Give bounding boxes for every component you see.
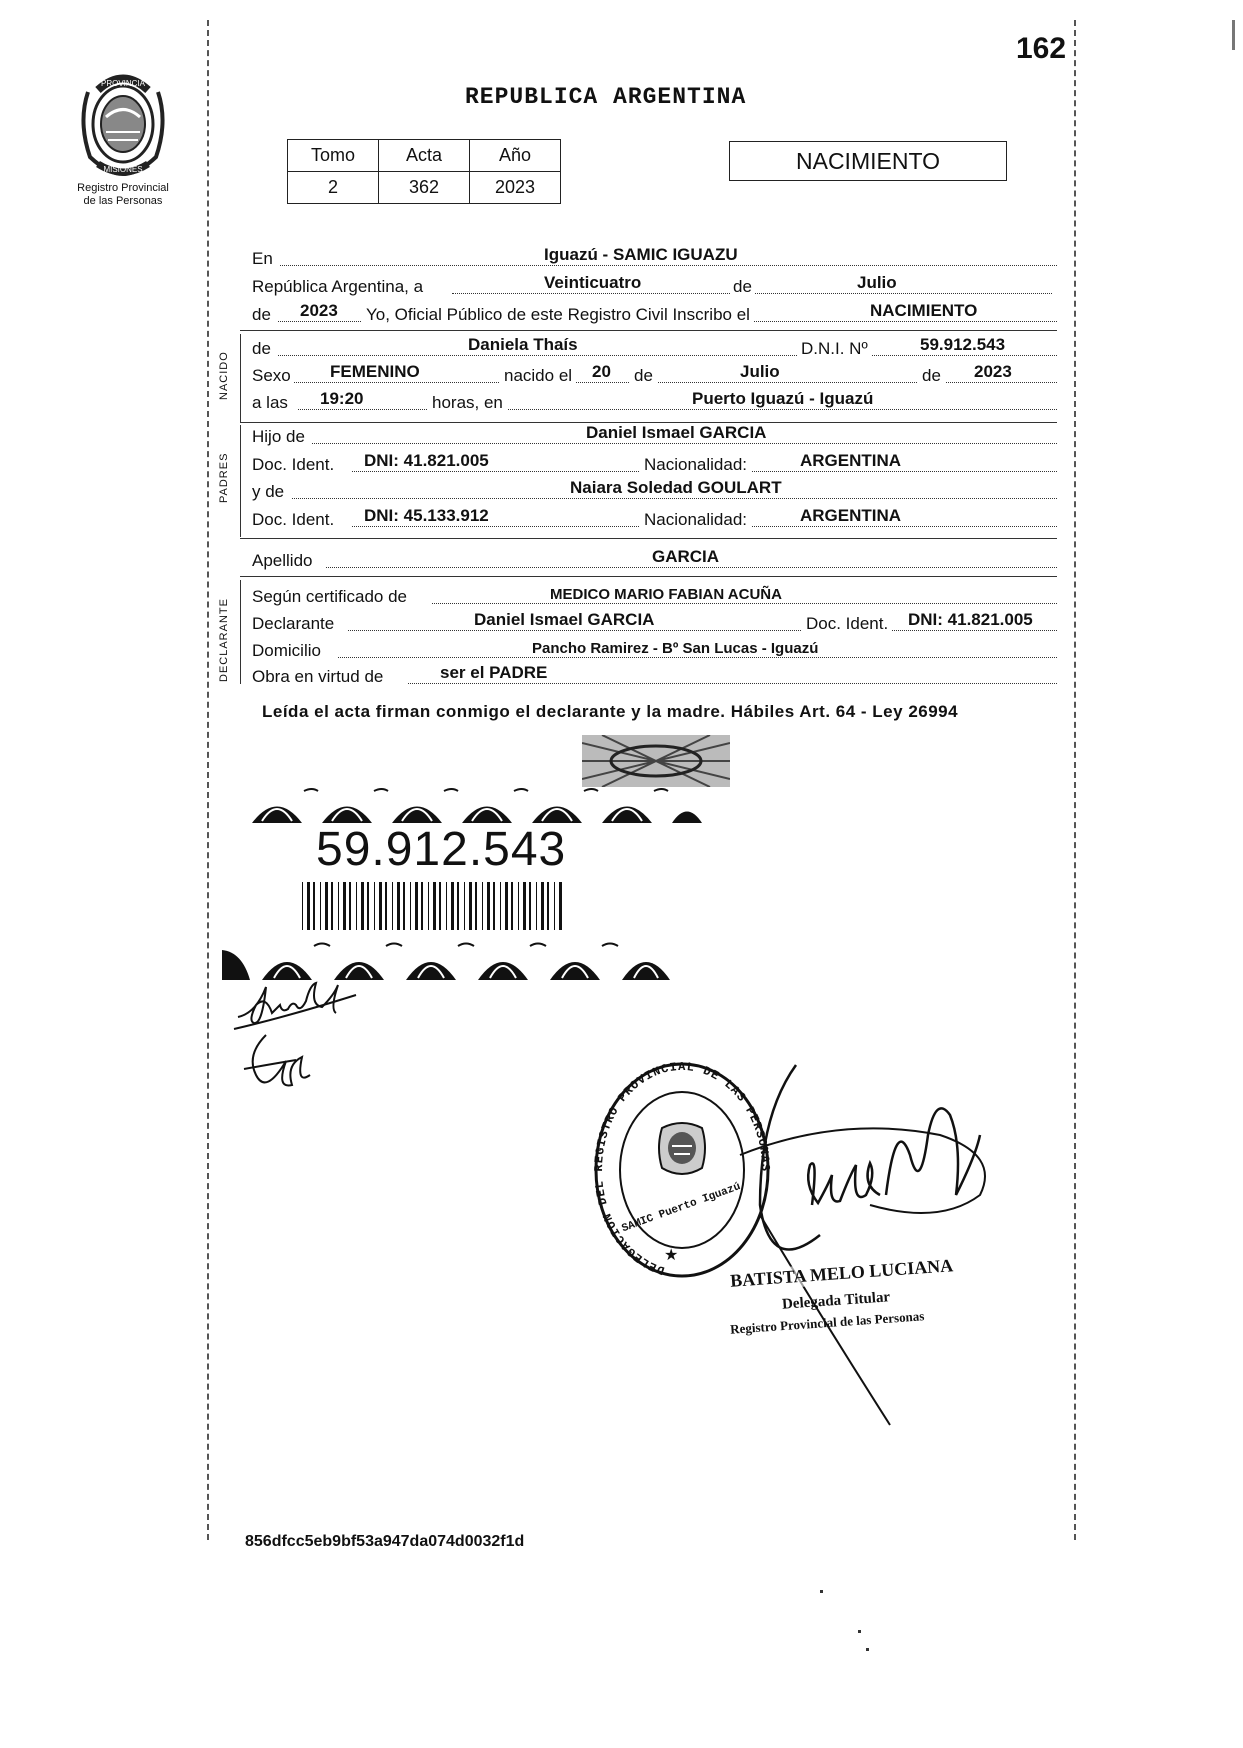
official-name: BATISTA MELO LUCIANA [729,1255,954,1291]
declarante-bar [240,580,241,684]
row-nombre [252,333,1057,361]
value-mes: Julio [857,273,897,292]
large-dni-number: 59.912.543 [316,823,567,876]
label-nacionalidad: Nacionalidad: [640,455,751,475]
declarant-signature [226,965,366,1115]
provincial-logo [68,62,178,208]
security-strip-top [222,785,702,825]
barcode-bar [415,882,418,930]
barcode-bar [446,882,447,930]
value-certificado: MEDICO MARIO FABIAN ACUÑA [550,586,782,603]
dots [432,603,1057,604]
barcode-bar [307,882,310,930]
barcode-bar [392,882,393,930]
padres-bar [240,425,241,537]
barcode-bar [505,882,508,930]
label-de: de [252,305,271,324]
row-apellido [252,545,1057,573]
barcode-bar [554,882,555,930]
label-doc-ident: Doc. Ident. [252,455,335,474]
table-value-tomo: 2 [288,172,379,204]
barcode-bar [349,882,351,930]
barcode-bar [313,882,315,930]
label-nacionalidad: Nacionalidad: [640,510,751,530]
label-y-de: y de [252,482,285,501]
barcode-bar [475,882,477,930]
barcode-bar [547,882,549,930]
value-madre-nac: ARGENTINA [800,506,902,525]
barcode-bar [361,882,364,930]
official-org: Registro Provincial de las Personas [729,1308,925,1337]
document-title: REPUBLICA ARGENTINA [465,84,747,110]
value-nac-anio: 2023 [974,362,1012,381]
value-lugar-nac: Puerto Iguazú - Iguazú [692,389,874,408]
label-dni: D.N.I. Nº [797,339,872,359]
acta-type-box: NACIMIENTO [729,141,1007,181]
row-certificado [252,581,1057,609]
label-nacido-el: nacido el [500,366,576,386]
value-madre: Naiara Soledad GOULART [570,478,782,497]
row-domicilio [252,635,1057,663]
stamp-seal-icon [659,1123,705,1174]
row-sexo [252,360,1057,388]
barcode-bar [500,882,501,930]
dots [298,409,1057,410]
barcode-bar [469,882,472,930]
value-lugar: Iguazú - SAMIC IGUAZU [544,245,738,264]
scan-mark [1232,20,1235,50]
label-obra: Obra en virtud de [252,667,384,686]
label-segun: Según certificado de [252,587,407,606]
table-header-anio: Año [470,140,561,172]
label-de: de [918,366,945,386]
dots [326,567,1057,568]
row-inscripcion [252,299,1057,327]
label-declarante: Declarante [252,614,335,633]
label-yo-oficial: Yo, Oficial Público de este Registro Civil Inscribo el [362,305,754,325]
barcode-bar [541,882,544,930]
label-de: de [630,366,657,386]
value-padre: Daniel Ismael GARCIA [586,423,767,442]
dots [338,657,1057,658]
barcode-bar [433,882,436,930]
section-separator [240,330,1057,331]
row-padre [252,421,1057,449]
barcode-bar [302,882,303,930]
row-hora [252,387,1057,415]
barcode-bar [331,882,333,930]
table-value-acta: 362 [379,172,470,204]
value-apellido: GARCIA [652,547,720,566]
label-doc-ident: Doc. Ident. [252,510,335,529]
value-dni: 59.912.543 [920,335,1006,354]
section-label-declarante: DECLARANTE [218,598,230,682]
barcode-bar [493,882,495,930]
table-header-tomo: Tomo [288,140,379,172]
barcode-bar [518,882,519,930]
value-declarante: Daniel Ismael GARCIA [474,610,655,629]
barcode-icon [302,882,564,930]
barcode-bar [320,882,321,930]
barcode-bar [397,882,400,930]
dots [280,265,1057,266]
value-padre-nac: ARGENTINA [800,451,902,470]
label-domicilio: Domicilio [252,641,321,660]
barcode-bar [410,882,411,930]
value-domicilio: Pancho Ramirez - Bº San Lucas - Iguazú [532,640,819,657]
row-lugar [252,243,1057,271]
document-hash: 856dfcc5eb9bf53a947da074d0032f1d [245,1533,525,1550]
row-fecha [252,271,1057,299]
dots [408,683,1057,684]
registry-table [287,139,561,204]
barcode-bar [421,882,423,930]
section-label-padres: PADRES [218,452,230,503]
logo-caption-line1: Registro Provincial [77,182,169,194]
barcode-bar [379,882,382,930]
row-madre [252,476,1057,504]
barcode-bar [374,882,375,930]
label-de: de [252,339,271,358]
svg-text:MISIONES: MISIONES [103,165,143,174]
value-nac-mes: Julio [740,362,780,381]
row-madre-doc [252,504,1057,532]
label-apellido: Apellido [252,551,313,570]
right-margin-line [1074,20,1076,1540]
barcode-bar [385,882,387,930]
scan-mark [820,1590,823,1593]
star-icon: ★ [664,1247,679,1264]
value-hora: 19:20 [320,389,364,408]
barcode-bar [343,882,346,930]
row-virtud [252,661,1057,689]
barcode-bar [439,882,441,930]
label-hijo-de: Hijo de [252,427,305,446]
dots [312,443,1057,444]
dots [292,498,1057,499]
label-republica: República Argentina, a [252,277,424,296]
dots [278,355,1057,356]
barcode-bar [338,882,339,930]
value-dia-texto: Veinticuatro [544,273,642,292]
label-doc-ident: Doc. Ident. [802,614,892,634]
barcode-bar [325,882,328,930]
barcode-bar [511,882,513,930]
nacido-bar [240,334,241,422]
value-madre-doc: DNI: 45.133.912 [364,506,489,525]
value-anio: 2023 [300,301,338,320]
barcode-bar [356,882,357,930]
svg-text:PROVINCIA: PROVINCIA [100,79,146,88]
label-de: de [730,277,755,297]
section-separator [240,538,1057,539]
value-tipo: NACIMIENTO [870,301,978,320]
closing-statement: Leída el acta firman conmigo el declarante y la madre. Hábiles Art. 64 - Ley 26994 [262,702,959,721]
barcode-bar [487,882,490,930]
barcode-bar [367,882,369,930]
barcode-bar [403,882,405,930]
barcode-bar [482,882,483,930]
barcode-bar [536,882,537,930]
barcode-bar [559,882,562,930]
section-separator [240,576,1057,577]
scan-mark [866,1648,869,1651]
barcode-bar [464,882,465,930]
barcode-bar [529,882,531,930]
barcode-bar [457,882,459,930]
value-virtud: ser el PADRE [440,663,548,682]
left-margin-line [207,20,209,1540]
row-declarante [252,608,1057,636]
page-number: 162 [1016,32,1067,65]
official-role: Delegada Titular [781,1289,891,1313]
stamp-inner-text: SAMIC Puerto Iguazú [620,1181,743,1236]
value-declarante-doc: DNI: 41.821.005 [908,610,1033,629]
dots [348,630,1057,631]
stamp-ring-text: DELEGACION DEL REGISTRO PROVINCIAL DE LAS PERSONAS [592,1060,772,1278]
barcode-bar [523,882,526,930]
table-value-anio: 2023 [470,172,561,204]
value-sexo: FEMENINO [330,362,420,381]
label-sexo: Sexo [252,366,291,385]
misiones-seal-icon [68,62,178,177]
scan-mark [858,1630,861,1633]
barcode-bar [428,882,429,930]
barcode-bar [451,882,454,930]
label-horas-en: horas, en [428,393,507,413]
value-padre-doc: DNI: 41.821.005 [364,451,489,470]
label-a-las: a las [252,393,288,412]
table-header-acta: Acta [379,140,470,172]
label-en: En [252,249,273,268]
section-label-nacido: NACIDO [218,351,230,400]
security-pattern-icon [582,735,730,787]
logo-caption-line2: de las Personas [83,195,163,207]
value-nombre: Daniela Thaís [468,335,578,354]
official-signature [700,1055,1020,1435]
row-padre-doc [252,449,1057,477]
value-nac-dia: 20 [592,362,611,381]
